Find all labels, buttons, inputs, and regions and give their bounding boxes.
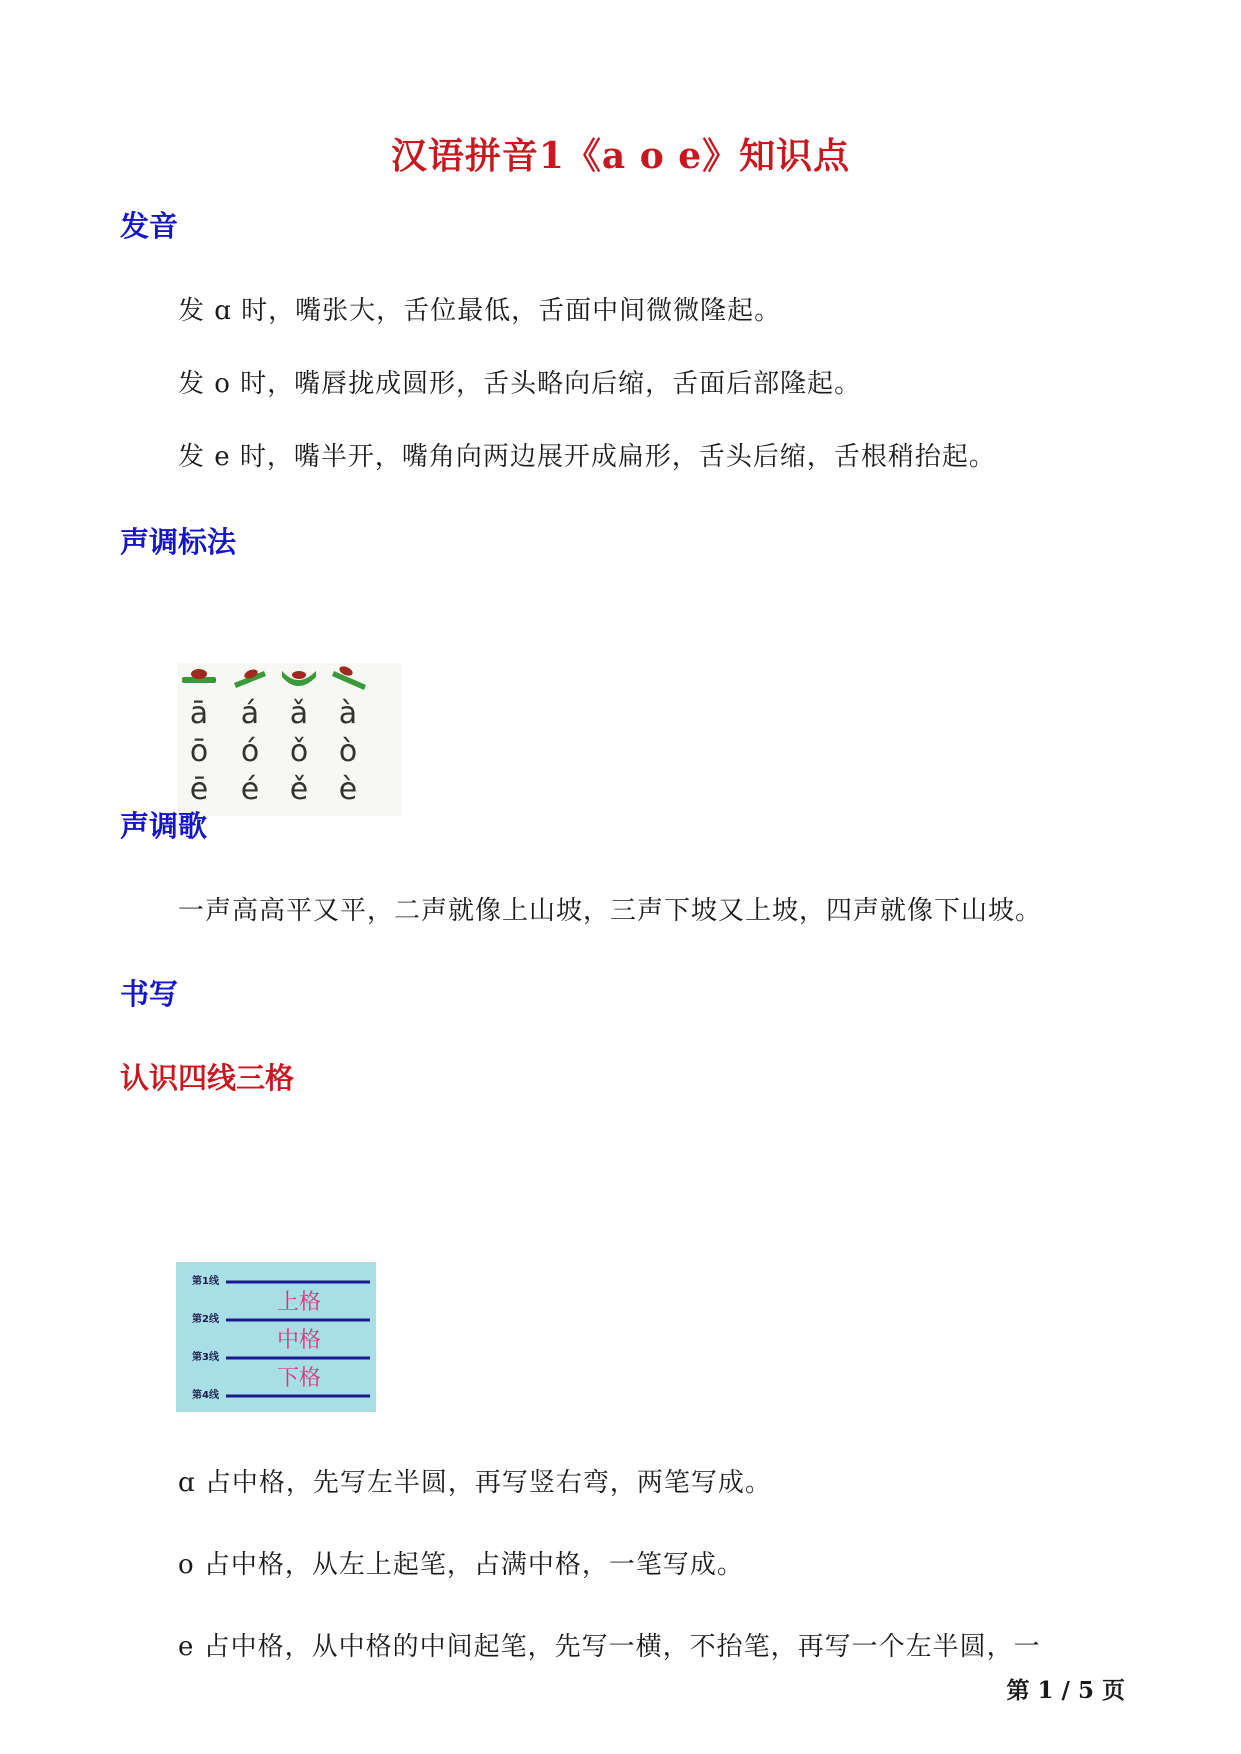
tone-letter-r3-c2: é	[240, 772, 260, 807]
grid-line-label-1: 第1线	[192, 1276, 219, 1287]
heading-tone-song: 声调歌	[120, 809, 208, 843]
tone-letter-r1-c2: á	[240, 696, 260, 731]
page-footer	[1007, 1672, 1126, 1705]
tone-letter-r1-c3: ǎ	[289, 696, 309, 731]
tone-letter-r2-c1: ō	[189, 734, 209, 769]
four-line-grid-image	[176, 1262, 376, 1412]
footer-prefix: 第	[1006, 1677, 1030, 1704]
heading-pronunciation: 发音	[120, 209, 179, 243]
footer-separator: /	[1061, 1677, 1070, 1704]
footer-suffix: 页	[1102, 1677, 1125, 1704]
tone-letter-r2-c4: ò	[338, 734, 358, 769]
grid-cell-label-2: 中格	[276, 1328, 322, 1353]
footer-total-pages: 5	[1077, 1677, 1094, 1704]
tone-letter-r1-c1: ā	[189, 696, 209, 731]
grid-line-label-3: 第3线	[192, 1352, 219, 1363]
heading-tone-marks: 声调标法	[120, 525, 237, 559]
tone-marks-image	[178, 663, 402, 816]
tone-car-icon-2	[234, 668, 266, 688]
tone-letter-r2-c2: ó	[240, 734, 260, 769]
grid-line-label-2: 第2线	[192, 1314, 219, 1325]
tone-letter-r3-c3: ě	[289, 772, 309, 807]
pronunciation-line-a: 发 ɑ 时，嘴张大，舌位最低，舌面中间微微隆起。	[178, 296, 782, 326]
pronunciation-line-e: 发 e 时，嘴半开，嘴角向两边展开成扁形，舌头后缩，舌根稍抬起。	[178, 442, 996, 472]
tone-car-icon-3	[282, 671, 316, 686]
grid-cell-label-1: 上格	[276, 1290, 322, 1315]
document-title: 汉语拼音1《a o e》知识点	[390, 135, 851, 177]
grid-line-label-4: 第4线	[192, 1390, 219, 1401]
heading-writing: 书写	[120, 977, 179, 1011]
tone-letter-r3-c4: è	[338, 772, 358, 807]
writing-line-a: ɑ 占中格，先写左半圆，再写竖右弯，两笔写成。	[178, 1468, 772, 1498]
footer-page-number: 1	[1037, 1677, 1054, 1704]
tone-car-icon-4	[332, 664, 366, 690]
grid-cell-label-3: 下格	[276, 1366, 322, 1391]
tone-car-icon-1	[182, 669, 216, 683]
writing-line-o: o 占中格，从左上起笔，占满中格，一笔写成。	[178, 1550, 744, 1580]
tone-letter-r2-c3: ǒ	[289, 734, 309, 769]
heading-four-line-grid: 认识四线三格	[120, 1061, 295, 1095]
tone-letter-r1-c4: à	[338, 696, 358, 731]
pronunciation-line-o: 发 o 时，嘴唇拢成圆形，舌头略向后缩，舌面后部隆起。	[178, 369, 862, 399]
tone-song-text: 一声高高平又平，二声就像上山坡，三声下坡又上坡，四声就像下山坡。	[178, 896, 1043, 926]
tone-letter-r3-c1: ē	[189, 772, 209, 807]
writing-line-e: e 占中格，从中格的中间起笔，先写一横，不抬笔，再写一个左半圆，一	[178, 1632, 1041, 1662]
